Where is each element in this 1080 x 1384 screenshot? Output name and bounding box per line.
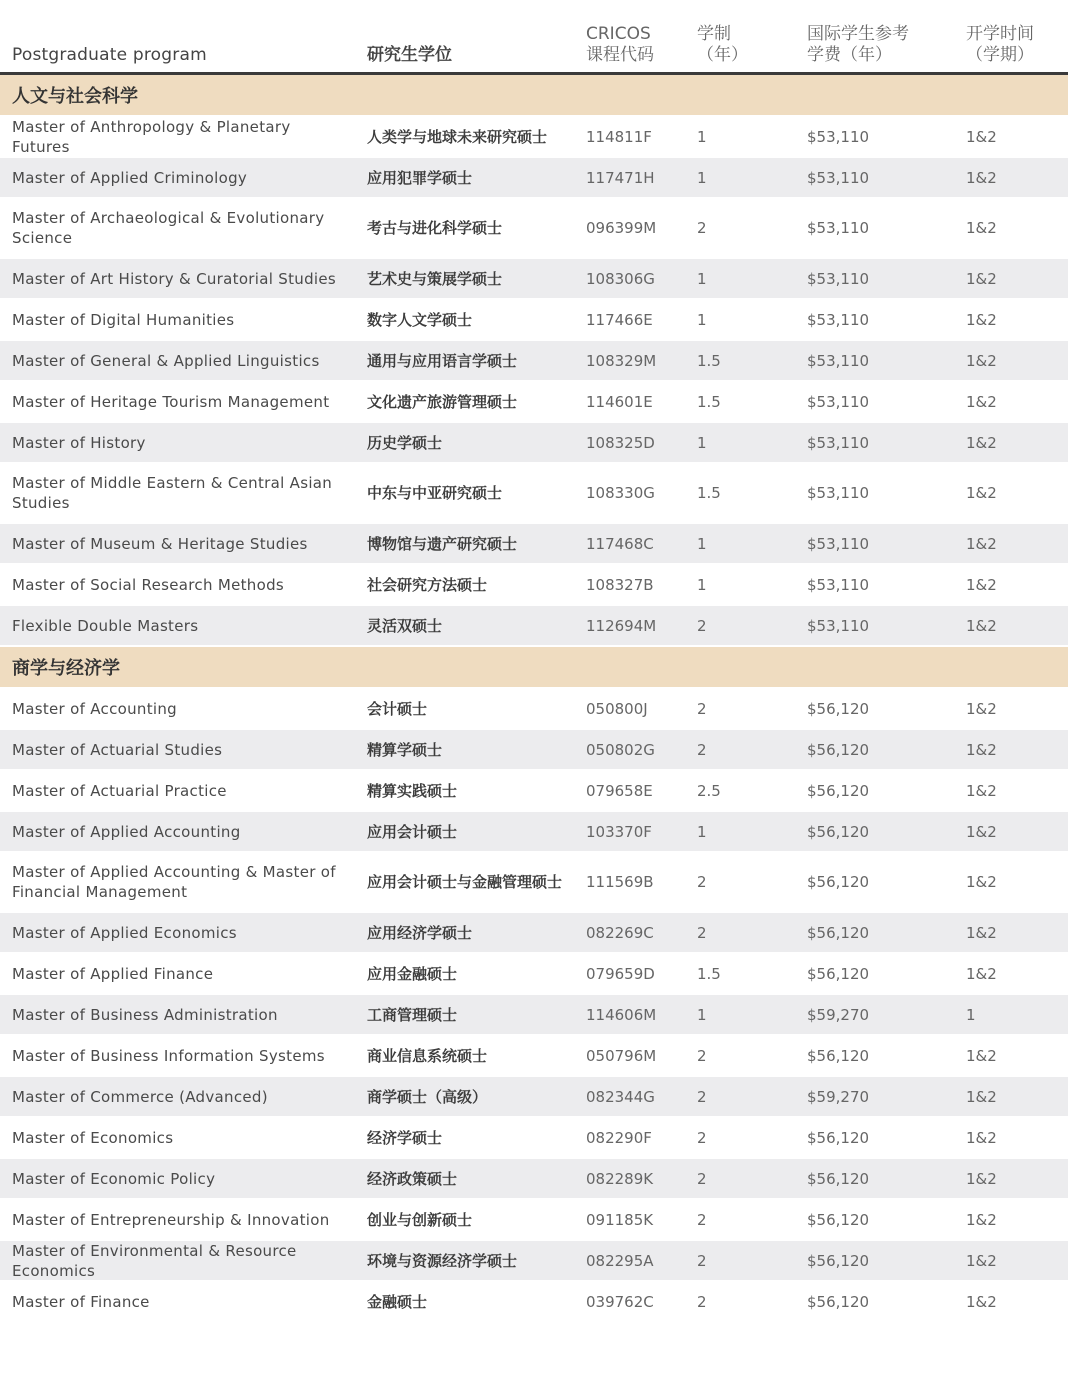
program-name-zh: 金融硕士 [367, 1292, 428, 1311]
program-name-zh: 创业与创新硕士 [367, 1210, 473, 1229]
tuition-fee: $53,110 [807, 616, 870, 635]
program-name-zh: 博物馆与遗产研究硕士 [367, 534, 518, 553]
header-intake-line1: 开学时间 [966, 24, 1034, 44]
duration-years: 1 [697, 433, 707, 452]
table-body [0, 75, 1068, 1321]
table-row [0, 769, 1068, 810]
program-name-en: Master of Applied Finance [12, 964, 214, 983]
intake-semester: 1&2 [966, 484, 997, 502]
cricos-code: 082295A [586, 1251, 654, 1270]
tuition-fee: $56,120 [807, 1210, 870, 1229]
duration-years: 2 [697, 1292, 707, 1311]
program-name-en: Master of Heritage Tourism Management [12, 392, 330, 411]
cricos-code: 117471H [586, 168, 655, 187]
intake-semester: 1&2 [966, 1169, 997, 1188]
program-name-en: Master of Environmental & Resource Economics [12, 1241, 297, 1280]
program-name-en: Master of Applied Economics [12, 923, 237, 942]
program-name-zh: 商学硕士（高级） [367, 1087, 488, 1106]
program-name-en: Master of Archaeological & Evolutionary Science [12, 209, 325, 247]
duration-years: 2 [697, 1046, 707, 1065]
duration-years: 1 [697, 822, 707, 841]
table-row [0, 687, 1068, 728]
program-name-zh: 经济学硕士 [367, 1128, 443, 1147]
header-duration-line1: 学制 [697, 24, 731, 44]
cricos-code: 079659D [586, 964, 655, 983]
section-title: 人文与社会科学 [12, 86, 138, 107]
tuition-fee: $56,120 [807, 1128, 870, 1147]
table-row [0, 115, 1068, 156]
cricos-code: 050802G [586, 740, 655, 759]
table-row [0, 522, 1068, 563]
section-title: 商学与经济学 [12, 658, 120, 679]
program-name-zh: 应用金融硕士 [367, 964, 458, 983]
cricos-code: 108306G [586, 269, 655, 288]
tuition-fee: $53,110 [807, 219, 870, 237]
table-row [0, 1198, 1068, 1239]
program-name-en: Master of Entrepreneurship & Innovation [12, 1210, 330, 1229]
tuition-fee: $56,120 [807, 822, 870, 841]
header-cricos [586, 24, 654, 66]
table-row [0, 462, 1068, 522]
program-name-en: Master of Actuarial Practice [12, 781, 227, 800]
program-name-zh: 应用经济学硕士 [367, 923, 473, 942]
program-name-zh: 应用会计硕士与金融管理硕士 [367, 873, 563, 891]
program-name-en: Master of Business Administration [12, 1005, 278, 1024]
duration-years: 1 [697, 168, 707, 187]
table-row [0, 1034, 1068, 1075]
duration-years: 1 [697, 269, 707, 288]
cricos-code: 082290F [586, 1128, 652, 1147]
table-row [0, 380, 1068, 421]
program-name-en: Master of History [12, 433, 146, 452]
table-row [0, 421, 1068, 462]
program-name-zh: 历史学硕士 [367, 433, 443, 452]
intake-semester: 1&2 [966, 392, 997, 411]
program-name-en: Master of Social Research Methods [12, 575, 285, 594]
duration-years: 2.5 [697, 781, 721, 800]
cricos-code: 079658E [586, 781, 653, 800]
tuition-fee: $53,110 [807, 534, 870, 553]
program-name-zh: 商业信息系统硕士 [367, 1046, 488, 1065]
cricos-code: 112694M [586, 616, 657, 635]
program-name-en: Master of Middle Eastern & Central Asian Studies [12, 474, 333, 512]
duration-years: 2 [697, 873, 707, 891]
intake-semester: 1&2 [966, 616, 997, 635]
program-name-en: Master of Economics [12, 1128, 174, 1147]
intake-semester: 1&2 [966, 575, 997, 594]
header-cricos-line2: 课程代码 [586, 45, 654, 65]
tuition-fee: $56,120 [807, 740, 870, 759]
program-name-en: Master of Accounting [12, 699, 177, 718]
cricos-code: 114601E [586, 392, 653, 411]
cricos-code: 082344G [586, 1087, 655, 1106]
program-name-en: Master of Art History & Curatorial Studies [12, 269, 336, 288]
header-degree: 研究生学位 [367, 45, 452, 65]
header-program: Postgraduate program [12, 45, 207, 65]
intake-semester: 1&2 [966, 127, 997, 146]
intake-semester: 1&2 [966, 219, 997, 237]
tuition-fee: $53,110 [807, 127, 870, 146]
program-name-en: Master of Museum & Heritage Studies [12, 534, 308, 553]
tuition-fee: $53,110 [807, 575, 870, 594]
duration-years: 2 [697, 699, 707, 718]
duration-years: 2 [697, 1128, 707, 1147]
header-cricos-line1: CRICOS [586, 24, 651, 44]
intake-semester: 1&2 [966, 1087, 997, 1106]
table-row [0, 810, 1068, 851]
duration-years: 1.5 [697, 351, 721, 370]
program-name-en: Master of Applied Criminology [12, 168, 248, 187]
intake-semester: 1&2 [966, 351, 997, 370]
cricos-code: 082289K [586, 1169, 654, 1188]
program-name-en: Master of Finance [12, 1292, 150, 1311]
table-row [0, 728, 1068, 769]
program-name-en: Master of Anthropology & Planetary Futures [12, 117, 291, 156]
intake-semester: 1&2 [966, 310, 997, 329]
cricos-code: 108327B [586, 575, 654, 594]
table-row [0, 851, 1068, 911]
duration-years: 1 [697, 1005, 707, 1024]
table-row [0, 563, 1068, 604]
tuition-fee: $53,110 [807, 269, 870, 288]
section-header [0, 75, 1068, 115]
section-header [0, 645, 1068, 687]
cricos-code: 091185K [586, 1210, 654, 1229]
cricos-code: 108330G [586, 484, 655, 502]
intake-semester: 1&2 [966, 964, 997, 983]
program-name-en: Master of Applied Accounting & Master of Financial Management [12, 863, 336, 901]
program-name-zh: 精算学硕士 [367, 740, 443, 759]
intake-semester: 1&2 [966, 534, 997, 553]
program-name-en: Master of Digital Humanities [12, 310, 235, 329]
table-row [0, 339, 1068, 380]
intake-semester: 1&2 [966, 873, 997, 891]
table-row [0, 1239, 1068, 1280]
table-row [0, 1280, 1068, 1321]
table-header [0, 0, 1068, 75]
table-row [0, 1075, 1068, 1116]
tuition-fee: $53,110 [807, 484, 870, 502]
table-row [0, 197, 1068, 257]
table-row [0, 952, 1068, 993]
cricos-code: 096399M [586, 219, 657, 237]
cricos-code: 050800J [586, 699, 648, 718]
header-duration [697, 24, 748, 66]
program-name-zh: 经济政策硕士 [367, 1169, 458, 1188]
intake-semester: 1&2 [966, 822, 997, 841]
table-row [0, 1157, 1068, 1198]
program-name-zh: 精算实践硕士 [367, 781, 458, 800]
table-row [0, 298, 1068, 339]
intake-semester: 1 [966, 1005, 976, 1024]
duration-years: 1 [697, 310, 707, 329]
table-row [0, 1116, 1068, 1157]
cricos-code: 114606M [586, 1005, 657, 1024]
intake-semester: 1&2 [966, 168, 997, 187]
cricos-code: 111569B [586, 873, 654, 891]
cricos-code: 082269C [586, 923, 654, 942]
cricos-code: 050796M [586, 1046, 657, 1065]
intake-semester: 1&2 [966, 699, 997, 718]
tuition-fee: $56,120 [807, 964, 870, 983]
header-duration-line2: （年） [697, 45, 748, 65]
duration-years: 1 [697, 534, 707, 553]
duration-years: 1.5 [697, 392, 721, 411]
header-intake-line2: （学期） [966, 45, 1034, 65]
intake-semester: 1&2 [966, 433, 997, 452]
program-name-zh: 通用与应用语言学硕士 [367, 351, 518, 370]
program-name-zh: 社会研究方法硕士 [367, 575, 488, 594]
intake-semester: 1&2 [966, 269, 997, 288]
duration-years: 2 [697, 923, 707, 942]
program-name-en: Flexible Double Masters [12, 616, 199, 635]
tuition-fee: $53,110 [807, 392, 870, 411]
duration-years: 2 [697, 616, 707, 635]
tuition-fee: $56,120 [807, 1292, 870, 1311]
program-name-zh: 人类学与地球未来研究硕士 [367, 127, 548, 146]
tuition-fee: $56,120 [807, 1169, 870, 1188]
tuition-fee: $59,270 [807, 1005, 870, 1024]
intake-semester: 1&2 [966, 740, 997, 759]
header-fee [807, 24, 909, 66]
program-name-zh: 应用会计硕士 [367, 822, 458, 841]
intake-semester: 1&2 [966, 1046, 997, 1065]
program-name-zh: 文化遗产旅游管理硕士 [367, 392, 518, 411]
table-row [0, 993, 1068, 1034]
header-fee-line2: 学费（年） [807, 45, 892, 65]
duration-years: 2 [697, 1087, 707, 1106]
duration-years: 1 [697, 575, 707, 594]
program-name-en: Master of Economic Policy [12, 1169, 216, 1188]
tuition-fee: $56,120 [807, 873, 870, 891]
table-row [0, 604, 1068, 645]
duration-years: 1.5 [697, 484, 721, 502]
header-intake [966, 24, 1034, 66]
table-row [0, 257, 1068, 298]
table-row [0, 911, 1068, 952]
cricos-code: 117468C [586, 534, 654, 553]
duration-years: 2 [697, 740, 707, 759]
intake-semester: 1&2 [966, 781, 997, 800]
tuition-fee: $56,120 [807, 923, 870, 942]
intake-semester: 1&2 [966, 923, 997, 942]
tuition-fee: $56,120 [807, 781, 870, 800]
program-name-zh: 艺术史与策展学硕士 [367, 269, 503, 288]
program-name-en: Master of General & Applied Linguistics [12, 351, 320, 370]
program-name-en: Master of Commerce (Advanced) [12, 1087, 268, 1106]
intake-semester: 1&2 [966, 1210, 997, 1229]
tuition-fee: $56,120 [807, 1046, 870, 1065]
duration-years: 1 [697, 127, 707, 146]
header-fee-line1: 国际学生参考 [807, 24, 909, 44]
tuition-fee: $53,110 [807, 433, 870, 452]
tuition-fee: $53,110 [807, 310, 870, 329]
cricos-code: 039762C [586, 1292, 654, 1311]
table-row [0, 156, 1068, 197]
cricos-code: 108325D [586, 433, 655, 452]
tuition-fee: $56,120 [807, 699, 870, 718]
duration-years: 2 [697, 1251, 707, 1270]
intake-semester: 1&2 [966, 1251, 997, 1270]
program-name-en: Master of Actuarial Studies [12, 740, 223, 759]
tuition-fee: $53,110 [807, 351, 870, 370]
tuition-fee: $59,270 [807, 1087, 870, 1106]
program-name-en: Master of Business Information Systems [12, 1046, 325, 1065]
intake-semester: 1&2 [966, 1128, 997, 1147]
program-name-zh: 工商管理硕士 [367, 1005, 458, 1024]
program-name-zh: 灵活双硕士 [367, 616, 443, 635]
program-name-zh: 数字人文学硕士 [367, 310, 473, 329]
cricos-code: 114811F [586, 127, 652, 146]
program-name-zh: 考古与进化科学硕士 [367, 219, 503, 237]
cricos-code: 103370F [586, 822, 652, 841]
program-name-zh: 环境与资源经济学硕士 [367, 1251, 518, 1270]
duration-years: 2 [697, 219, 707, 237]
duration-years: 1.5 [697, 964, 721, 983]
program-name-zh: 应用犯罪学硕士 [367, 168, 473, 187]
cricos-code: 108329M [586, 351, 657, 370]
duration-years: 2 [697, 1210, 707, 1229]
tuition-fee: $53,110 [807, 168, 870, 187]
program-name-zh: 会计硕士 [367, 699, 428, 718]
duration-years: 2 [697, 1169, 707, 1188]
cricos-code: 117466E [586, 310, 653, 329]
program-name-zh: 中东与中亚研究硕士 [367, 484, 503, 502]
intake-semester: 1&2 [966, 1292, 997, 1311]
tuition-fee: $56,120 [807, 1251, 870, 1270]
program-name-en: Master of Applied Accounting [12, 822, 241, 841]
